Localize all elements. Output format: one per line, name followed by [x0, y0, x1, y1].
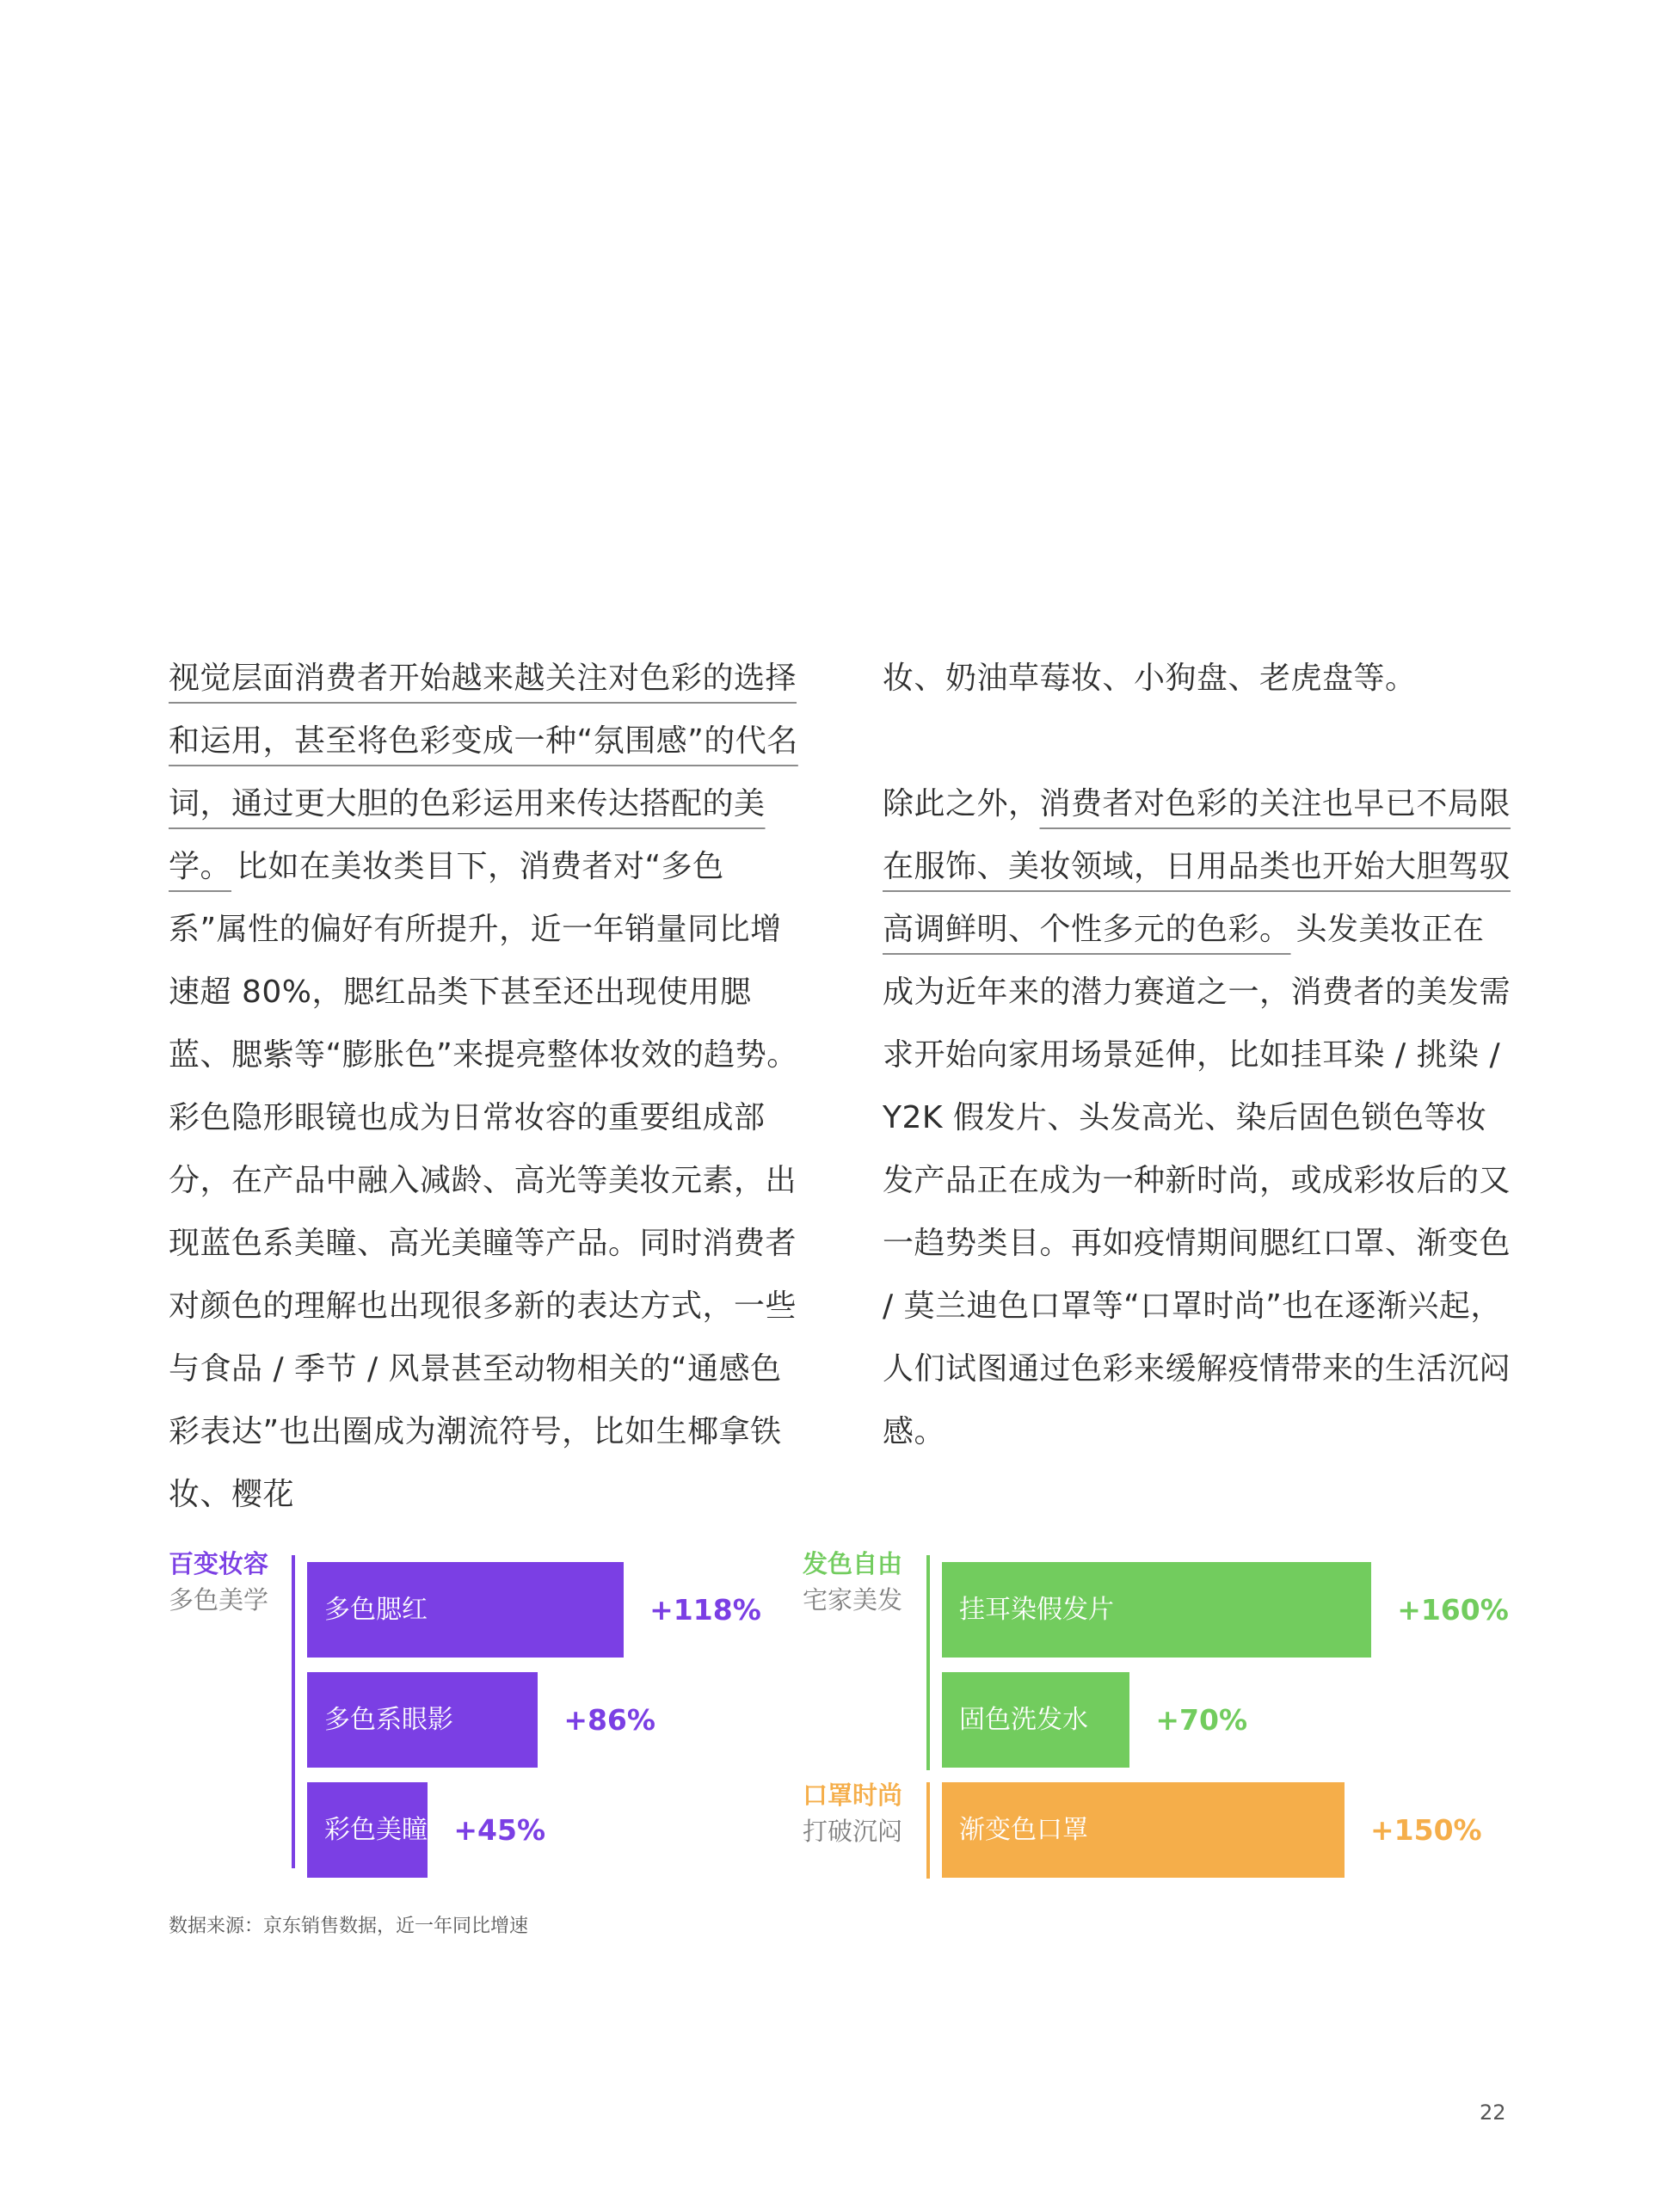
- bar-value: +86%: [563, 1703, 655, 1737]
- chart-label: [169, 1546, 289, 1618]
- bar-value: +118%: [649, 1593, 761, 1627]
- bar-multicolor-blush: [307, 1562, 624, 1658]
- chart-title: 口罩时尚: [803, 1781, 903, 1810]
- right-paragraph-1: 妆、奶油草莓妆、小狗盘、老虎盘等。: [883, 661, 1417, 696]
- bar-value: +45%: [453, 1813, 546, 1847]
- bar-label: 多色腮红: [324, 1595, 428, 1625]
- bar-value: +150%: [1370, 1813, 1482, 1847]
- left-column: [169, 647, 801, 1526]
- chart-subtitle: 宅家美发: [803, 1585, 903, 1615]
- page-number: 22: [1480, 2101, 1506, 2125]
- bar-gradient-mask: [942, 1782, 1345, 1878]
- body-text: 比如在美妆类目下，消费者对“多色系”属性的偏好有所提升，近一年销量同比增速超 80%，腮红品类下甚至还出现使用腮蓝、腮紫等“膨胀色”来提亮整体妆效的趋势。彩色隐形眼镜也成为日常妆容的重要组成部分，在产品中融入减龄、高光等美妆元素，出现蓝色系美瞳、高光美瞳等产品。同时消费者对颜色的理解也出现很多新的表达方式，一些与食品 / 季节 / 风景甚至动物相关的“通感色彩表达”也出圈成为潮流符号，比如生椰拿铁妆、樱花: [169, 849, 798, 1512]
- bar-clip-in-hair: [942, 1562, 1371, 1658]
- chart-axis: [292, 1555, 295, 1868]
- data-source-note: 数据来源：京东销售数据，近一年同比增速: [169, 1916, 529, 1937]
- body-text: 除此之外，: [883, 786, 1040, 821]
- bar-label: 渐变色口罩: [959, 1815, 1088, 1845]
- chart-subtitle: 打破沉闷: [803, 1817, 903, 1846]
- chart-axis: [926, 1782, 930, 1879]
- left-paragraph: [169, 647, 801, 1526]
- chart-title: 百变妆容: [169, 1549, 269, 1578]
- right-column: [883, 647, 1515, 1463]
- highlighted-text: 视觉层面消费者开始越来越关注对色彩的选择和运用，甚至将色彩变成一种“氛围感”的代名词，通过更大胆的色彩运用来传达搭配的美学。: [169, 661, 798, 884]
- bar-multicolor-eyeshadow: [307, 1672, 538, 1768]
- bar-label: 多色系眼影: [324, 1705, 453, 1735]
- bar-label: 彩色美瞳: [324, 1815, 428, 1845]
- chart-title: 发色自由: [803, 1549, 903, 1578]
- body-text: 头发美妆正在成为近年来的潜力赛道之一，消费者的美发需求开始向家用场景延伸，比如挂耳染 / 挑染 / Y2K 假发片、头发高光、染后固色锁色等妆发产品正在成为一种新时尚，或成彩妆后的又一趋势类目。再如疫情期间腮红口罩、渐变色 / 莫兰迪色口罩等“口罩时尚”也在逐渐兴起，人们试图通过色彩来缓解疫情带来的生活沉闷感。: [883, 912, 1511, 1449]
- bar-value: +160%: [1397, 1593, 1509, 1627]
- chart-subtitle: 多色美学: [169, 1585, 269, 1615]
- bar-label: 挂耳染假发片: [959, 1595, 1114, 1625]
- chart-label: [803, 1777, 923, 1849]
- chart-axis: [926, 1555, 930, 1770]
- right-paragraph-2: [883, 772, 1515, 1463]
- bar-label: 固色洗发水: [959, 1705, 1088, 1735]
- bar-color-lock-shampoo: [942, 1672, 1129, 1768]
- bar-color-contacts: [307, 1782, 428, 1878]
- chart-label: [803, 1546, 923, 1618]
- highlighted-text: 消费者对色彩的关注也早已不局限在服饰、美妆领域，日用品类也开始大胆驾驭高调鲜明、个性多元的色彩。: [883, 786, 1511, 947]
- bar-value: +70%: [1155, 1703, 1248, 1737]
